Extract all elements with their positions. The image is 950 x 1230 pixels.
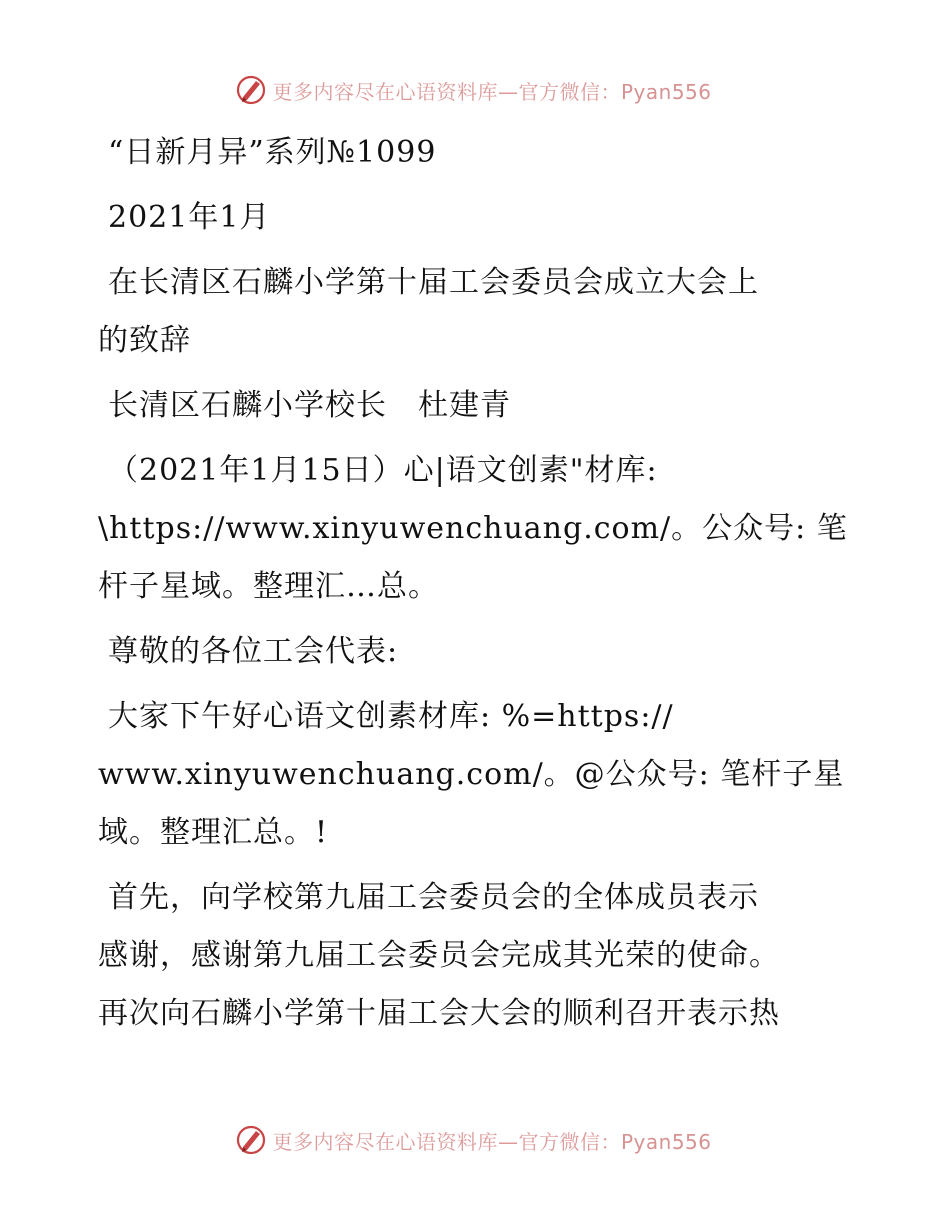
series-line: “日新月异”系列№1099: [108, 135, 437, 170]
title-line-2: 的致辞: [98, 323, 191, 358]
body-line-2: 感谢，感谢第九届工会委员会完成其光荣的使命。: [98, 938, 780, 973]
document-body: [98, 124, 858, 1050]
body-line-3: 再次向石麟小学第十届工会大会的顺利召开表示热: [98, 996, 780, 1031]
date-note-line-2: \https://www.xinyuwenchuang.com/。公众号: 笔: [98, 511, 848, 546]
greeting: [98, 688, 858, 862]
author-line: 长清区石麟小学校长 杜建青: [108, 388, 511, 423]
watermark-text: 更多内容尽在心语资料库—官方微信：Pyan556: [272, 79, 712, 104]
wechat-id: Pyan556: [620, 1129, 712, 1154]
greeting-line-3: 域。整理汇总。!: [98, 815, 329, 850]
greeting-line-1: 大家下午好心语文创素材库: %=https://: [108, 699, 674, 734]
title-line-1: 在长清区石麟小学第十届工会委员会成立大会上: [108, 265, 759, 300]
date-note: [98, 442, 858, 616]
body-paragraph: [98, 869, 858, 1043]
date-note-line-3: 杆子星域。整理汇…总。: [98, 569, 439, 604]
speech-title: [98, 254, 858, 370]
watermark-banner-bottom: [0, 1120, 950, 1160]
salutation: 尊敬的各位工会代表:: [108, 634, 399, 669]
date-note-line-1: （2021年1月15日）心|语文创素"材库:: [108, 453, 658, 488]
body-line-1: 首先，向学校第九届工会委员会的全体成员表示: [108, 880, 759, 915]
watermark-text: 更多内容尽在心语资料库—官方微信：Pyan556: [272, 1129, 712, 1154]
wechat-id: Pyan556: [620, 79, 712, 104]
watermark-banner-top: [0, 70, 950, 110]
date-line: 2021年1月: [108, 200, 271, 235]
red-pen-circle-icon: [234, 1123, 268, 1157]
greeting-line-2: www.xinyuwenchuang.com/。@公众号: 笔杆子星: [98, 757, 845, 792]
red-pen-circle-icon: [234, 73, 268, 107]
